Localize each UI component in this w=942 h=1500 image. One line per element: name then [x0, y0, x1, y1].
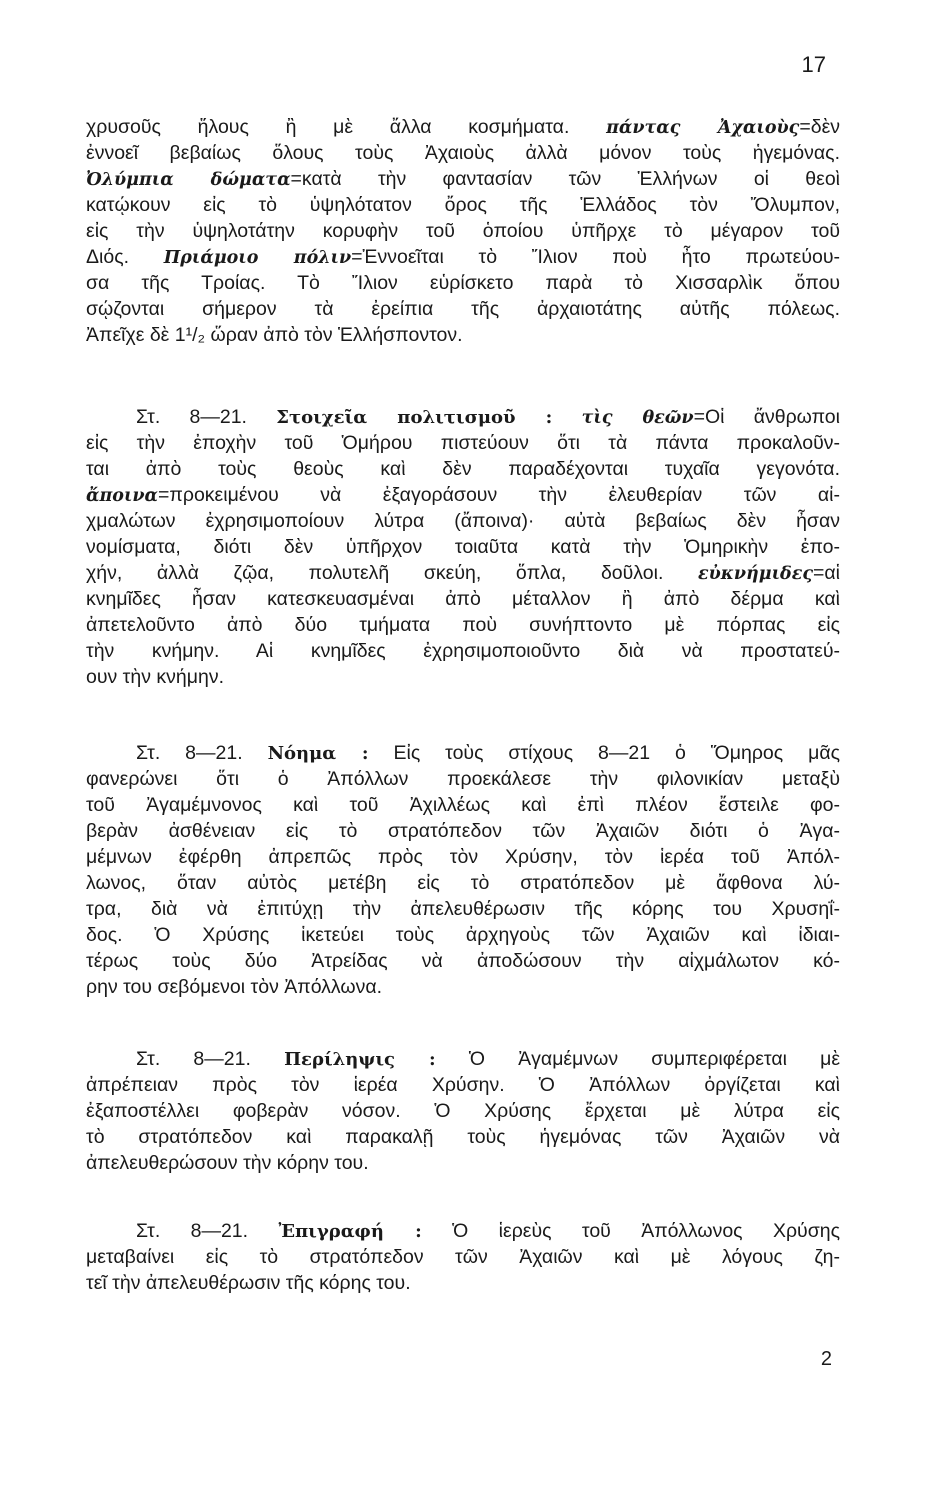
- text-line: τρα, διὰ νὰ ἐπιτύχῃ τὴν ἀπελευθέρωσιν τῆς κόρης του Χρυσηΐ-: [86, 898, 840, 920]
- lemma: Ὀλύμπια δώματα: [86, 170, 291, 190]
- signature-mark: 2: [820, 1348, 832, 1370]
- text-line: ἀπρέπειαν πρὸς τὸν ἱερέα Χρύσην. Ὁ Ἀπόλλων ὀργίζεται καὶ: [86, 1074, 840, 1096]
- text-line: ἐννοεῖ βεβαίως ὅλους τοὺς Ἀχαιοὺς ἀλλὰ μόνον τοὺς ἡγεμόνας.: [86, 142, 840, 164]
- text-line: κνημῖδες ἦσαν κατεσκευασμέναι ἀπὸ μέταλλον ἢ ἀπὸ δέρμα καὶ: [86, 588, 840, 610]
- text-line: μέμνων ἐφέρθη ἀπρεπῶς πρὸς τὸν Χρύσην, τὸν ἱερέα τοῦ Ἀπόλ-: [86, 846, 840, 868]
- text-line: Ἀπεῖχε δὲ 1¹/₂ ὥραν ἀπὸ τὸν Ἑλλήσποντον.: [86, 324, 463, 346]
- paragraph-meaning: [86, 740, 840, 1000]
- section-heading: Νόημα :: [267, 743, 369, 764]
- text-line: λωνος, ὅταν αὐτὸς μετέβη εἰς τὸ στρατόπεδον μὲ ἄφθονα λύ-: [86, 872, 840, 894]
- text-line: ρην του σεβόμενοι τὸν Ἀπόλλωνα.: [86, 976, 383, 998]
- text-line: εἰς τὴν ἐποχὴν τοῦ Ὁμήρου πιστεύουν ὅτι τὰ πάντα προκαλοῦν-: [86, 432, 840, 454]
- text-line: τέρως τοὺς δύο Ἀτρείδας νὰ ἀποδώσουν τὴν αἰχμάλωτον κό-: [86, 950, 840, 972]
- text-line: σῴζονται σήμερον τὰ ἐρείπια τῆς ἀρχαιοτάτης αὐτῆς πόλεως.: [86, 298, 840, 320]
- paragraph-civilization: [86, 404, 840, 690]
- text-line: νομίσματα, διότι δὲν ὑπῆρχον τοιαῦτα κατὰ τὴν Ὁμηρικὴν ἐπο-: [86, 536, 840, 558]
- lemma: πάντας Ἀχαιοὺς: [606, 118, 800, 138]
- text-line: ἐξαποστέλλει φοβερὰν νόσον. Ὁ Χρύσης ἔρχεται μὲ λύτρα εἰς: [86, 1100, 840, 1122]
- text-line: μεταβαίνει εἰς τὸ στρατόπεδον τῶν Ἀχαιῶν καὶ μὲ λόγους ζη-: [86, 1246, 840, 1268]
- lemma: εὐκνήμιδες: [698, 564, 814, 584]
- lemma: τὶς θεῶν: [581, 408, 694, 428]
- section-heading: Στοιχεῖα πολιτισμοῦ :: [276, 407, 553, 428]
- section-heading: Ἐπιγραφή :: [278, 1221, 422, 1242]
- text-line: τοῦ Ἀγαμέμνονος καὶ τοῦ Ἀχιλλέως καὶ ἐπὶ πλέον ἔστειλε φο-: [86, 794, 840, 816]
- text-line: Στ. 8—21. Περίληψις : Ὁ Ἀγαμέμνων συμπεριφέρεται μὲ: [136, 1048, 840, 1070]
- paragraph-glossary-1: [86, 114, 840, 348]
- text-line: σα τῆς Τροίας. Τὸ Ἴλιον εὑρίσκετο παρὰ τὸ Χισσαρλὶκ ὅπου: [86, 272, 840, 294]
- text-line: χμαλώτων ἐχρησιμοποίουν λύτρα (ἄποινα)· αὐτὰ βεβαίως δὲν ἦσαν: [86, 510, 840, 532]
- text-line: ται ἀπὸ τοὺς θεοὺς καὶ δὲν παραδέχονται τυχαῖα γεγονότα.: [86, 458, 840, 480]
- section-heading: Περίληψις :: [284, 1049, 436, 1070]
- text-line: Στ. 8—21. Στοιχεῖα πολιτισμοῦ : τὶς θεῶν=Οἱ ἄνθρωποι: [136, 406, 840, 428]
- text-line: φανερώνει ὅτι ὁ Ἀπόλλων προεκάλεσε τὴν φιλονικίαν μεταξὺ: [86, 768, 840, 790]
- text-line: Ὀλύμπια δώματα=κατὰ τὴν φαντασίαν τῶν Ἑλλήνων οἱ θεοὶ: [86, 168, 840, 190]
- text-line: ἄποινα=προκειμένου νὰ ἐξαγοράσουν τὴν ἐλευθερίαν τῶν αἰ-: [86, 484, 840, 506]
- text-line: ουν τὴν κνήμην.: [86, 666, 224, 688]
- text-line: ἀπετελοῦντο ἀπὸ δύο τμήματα ποὺ συνήπτοντο μὲ πόρπας εἰς: [86, 614, 840, 636]
- text-line: εἰς τὴν ὑψηλοτάτην κορυφὴν τοῦ ὁποίου ὑπῆρχε τὸ μέγαρον τοῦ: [86, 220, 840, 242]
- text-line: τεῖ τὴν ἀπελευθέρωσιν τῆς κόρης του.: [86, 1272, 411, 1294]
- text-line: χρυσοῦς ἥλους ἢ μὲ ἄλλα κοσμήματα. πάντας Ἀχαιοὺς=δὲν: [86, 116, 840, 138]
- text-line: χήν, ἀλλὰ ζῷα, πολυτελῆ σκεύη, ὅπλα, δοῦλοι. εὐκνήμιδες=αἱ: [86, 562, 840, 584]
- page-number: 17: [801, 52, 826, 77]
- text-line: τὸ στρατόπεδον καὶ παρακαλῇ τοὺς ἡγεμόνας τῶν Ἀχαιῶν νὰ: [86, 1126, 840, 1148]
- text-line: βερὰν ἀσθένειαν εἰς τὸ στρατόπεδον τῶν Ἀχαιῶν διότι ὁ Ἀγα-: [86, 820, 840, 842]
- text-line: τὴν κνήμην. Αἱ κνημῖδες ἐχρησιμοποιοῦντο διὰ νὰ προστατεύ-: [86, 640, 840, 662]
- paragraph-summary: [86, 1046, 840, 1176]
- lemma: Πριάμοιο πόλιν: [163, 248, 352, 268]
- text-line: κατῴκουν εἰς τὸ ὑψηλότατον ὄρος τῆς Ἑλλάδος τὸν Ὄλυμπον,: [86, 194, 840, 216]
- text-line: ἀπελευθερώσουν τὴν κόρην του.: [86, 1152, 369, 1174]
- text-line: Στ. 8—21. Νόημα : Εἰς τοὺς στίχους 8—21 ὁ Ὅμηρος μᾶς: [136, 742, 840, 764]
- text-line: Στ. 8—21. Ἐπιγραφή : Ὁ ἱερεὺς τοῦ Ἀπόλλωνος Χρύσης: [136, 1220, 840, 1242]
- text-line: δος. Ὁ Χρύσης ἱκετεύει τοὺς ἀρχηγοὺς τῶν Ἀχαιῶν καὶ ἰδιαι-: [86, 924, 840, 946]
- lemma: ἄποινα: [86, 486, 159, 506]
- paragraph-title: [86, 1218, 840, 1296]
- text-line: Διός. Πριάμοιο πόλιν=Ἐννοεῖται τὸ Ἴλιον ποὺ ἦτο πρωτεύου-: [86, 246, 840, 268]
